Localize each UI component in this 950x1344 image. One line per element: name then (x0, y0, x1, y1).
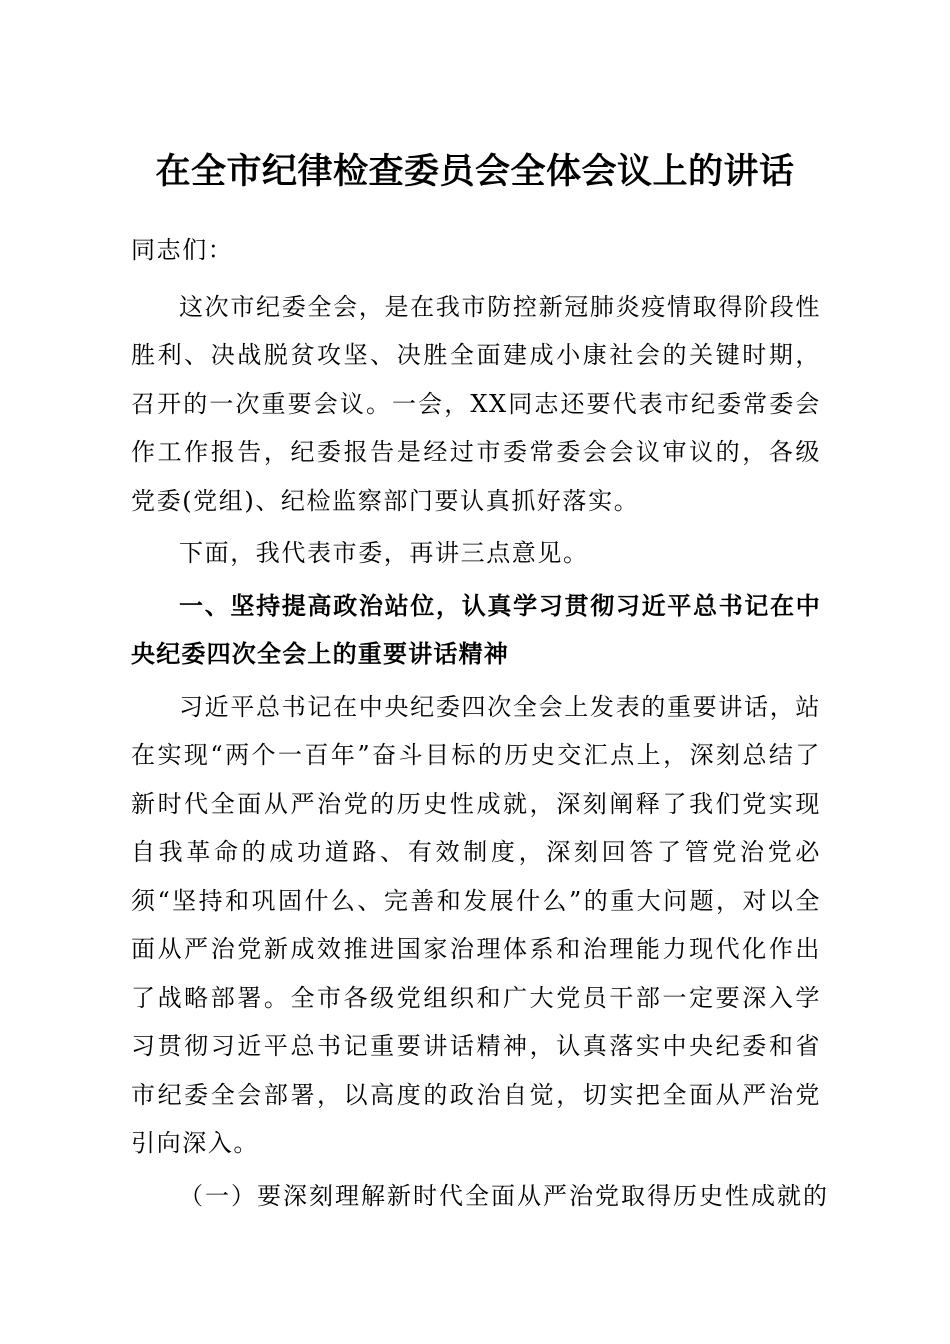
salutation: 同志们： (131, 236, 234, 264)
paragraph-intro: 下面，我代表市委，再讲三点意见。 (179, 539, 589, 567)
paragraph-opening: 这次市纪委全会，是在我市防控新冠肺炎疫情取得阶段性胜利、决战脱贫攻坚、决胜全面建成小康社会的关键时期，召开的一次重要会议。一会，XX同志还要代表市纪委常委会作工作报告，纪委报告是经过市委常委会会议审议的，各级党委(党组)、纪检监察部门要认真抓好落实。 (131, 292, 821, 515)
paragraph-section-1: 习近平总书记在中央纪委四次全会上发表的重要讲话，站在实现“两个一百年”奋斗目标的历史交汇点上，深刻总结了新时代全面从严治党的历史性成就，深刻阐释了我们党实现自我革命的成功道路、有效制度，深刻回答了管党治党必须“坚持和巩固什么、完善和发展什么”的重大问题，对以全面从严治党新成效推进国家治理体系和治理能力现代化作出了战略部署。全市各级党组织和广大党员干部一定要深入学习贯彻习近平总书记重要讲话精神，认真落实中央纪委和省市纪委全会部署，以高度的政治自觉，切实把全面从严治党引向深入。 (131, 692, 821, 1157)
subsection-heading-1: （一）要深刻理解新时代全面从严治党取得历史性成就的 (179, 1181, 829, 1210)
document-body (131, 226, 829, 1220)
page-title: 在全市纪律检查委员会全体会议上的讲话 (155, 151, 795, 192)
section-heading-1: 一、坚持提高政治站位，认真学习贯彻习近平总书记在中央纪委四次全会上的重要讲话精神 (131, 591, 821, 668)
